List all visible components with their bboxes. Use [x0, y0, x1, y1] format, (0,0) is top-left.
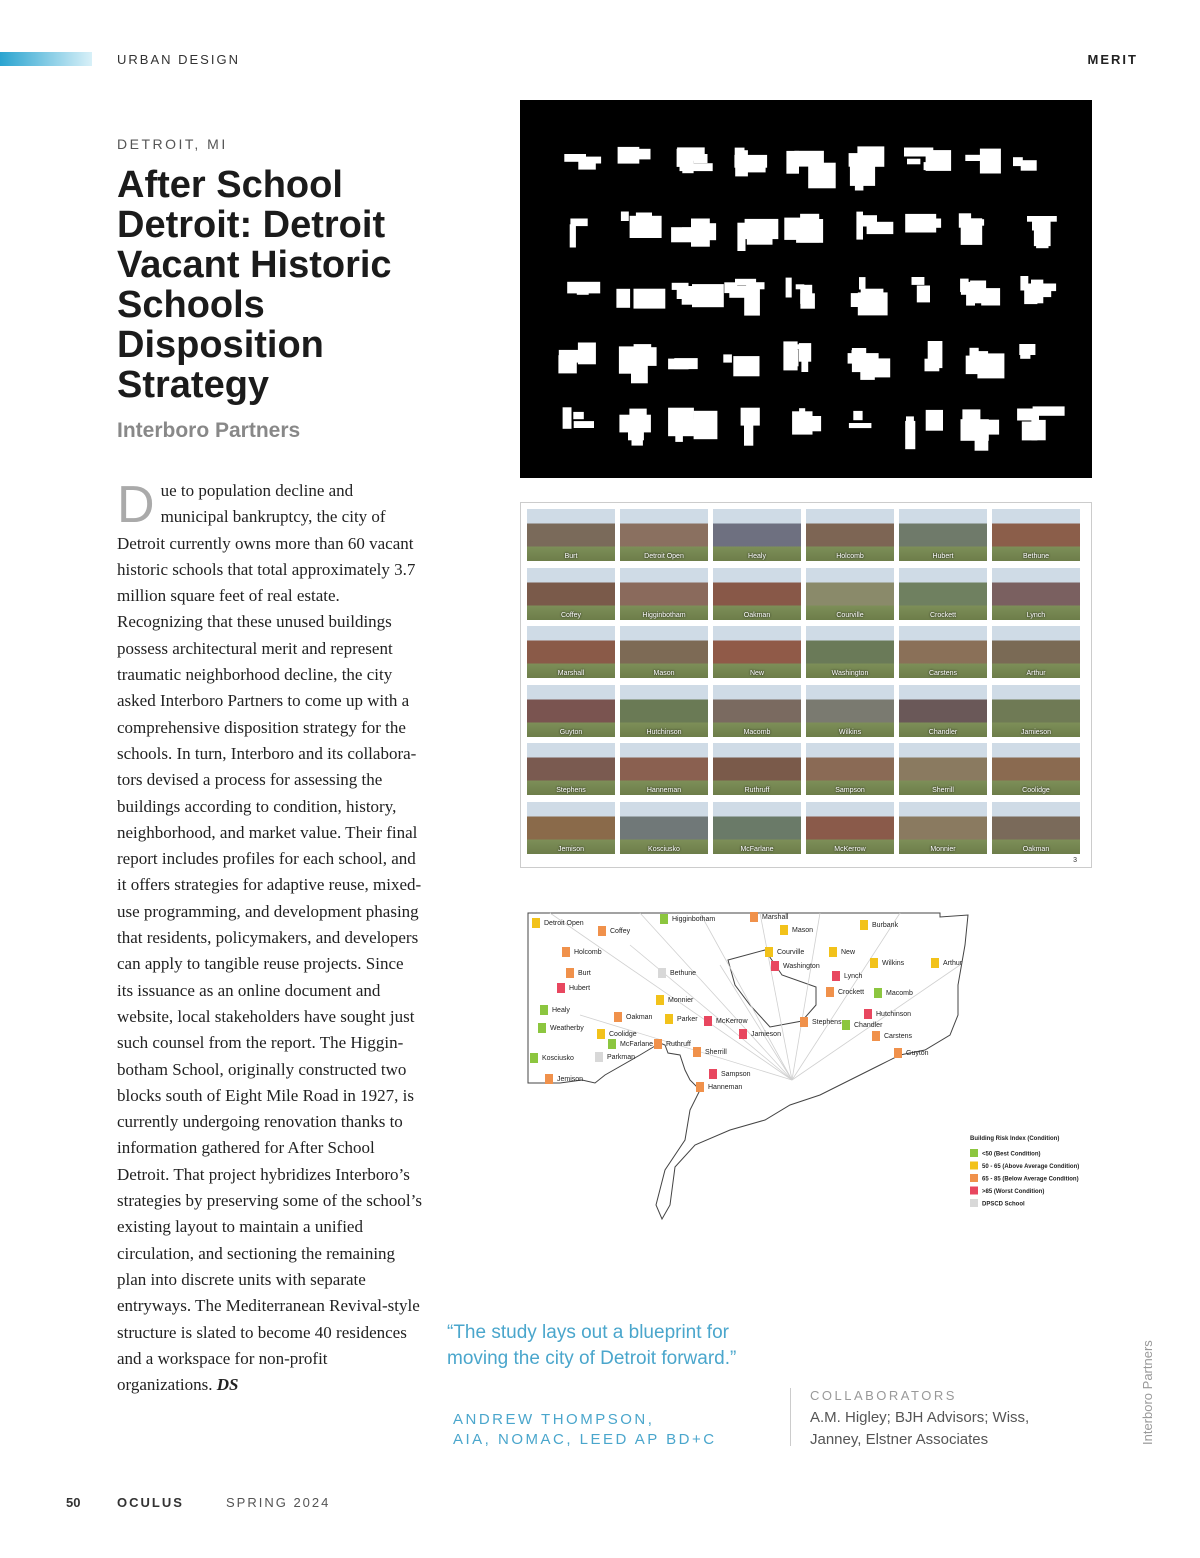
school-marker: [765, 947, 773, 957]
school-map-label: Mason: [792, 927, 814, 934]
city-boundary: [528, 913, 968, 1219]
school-map-label: Jamieson: [751, 1031, 781, 1038]
school-photo-grid: [520, 502, 1092, 868]
building-footprint-43: [905, 410, 943, 449]
school-map-label: Marshall: [762, 914, 789, 921]
building-footprints-figure: [520, 100, 1092, 478]
school-marker: [860, 920, 868, 930]
school-map-label: Lynch: [844, 973, 863, 980]
building-footprint-8: [965, 149, 1001, 174]
school-photo-label: Coolidge: [1022, 787, 1050, 794]
legend-swatch: [970, 1149, 978, 1157]
building-footprint-18: [1027, 216, 1057, 248]
school-photo-label: Jamieson: [1021, 728, 1051, 736]
school-marker: [557, 983, 565, 993]
legend-label: 65 - 85 (Below Average Condition): [982, 1176, 1079, 1183]
building-footprint-12: [671, 219, 716, 247]
school-photo: [713, 568, 801, 620]
school-photo-label: McKerrow: [834, 845, 866, 853]
school-map-label: Higginbotham: [672, 916, 716, 923]
collaborators-list: A.M. Higley; BJH Advisors; Wiss, Janney, Elstner Associates: [810, 1409, 1030, 1448]
school-map-label: Burbank: [872, 922, 899, 929]
issue-date: SPRING 2024: [226, 1495, 331, 1510]
school-map-label: Hutchinson: [876, 1011, 912, 1018]
school-marker: [595, 1052, 603, 1062]
building-footprint-27: [1020, 276, 1056, 304]
building-footprint-15: [856, 212, 893, 240]
school-marker: [608, 1039, 616, 1049]
school-marker: [562, 947, 570, 957]
school-map-label: Ruthruff: [666, 1041, 691, 1048]
building-footprint-17: [959, 213, 984, 245]
collaborators-label: COLLABORATORS: [810, 1388, 957, 1403]
school-map-label: Weatherby: [550, 1025, 584, 1032]
school-marker: [654, 1039, 662, 1049]
school-photo-label: Sampson: [835, 787, 865, 794]
legend-label: 50 - 65 (Above Average Condition): [982, 1164, 1080, 1170]
school-marker: [660, 914, 668, 924]
drop-cap: D: [117, 476, 155, 534]
school-photo: [713, 509, 801, 561]
school-marker: [894, 1048, 902, 1058]
quote-author-name: ANDREW THOMPSON,: [453, 1411, 655, 1428]
school-photo: [713, 685, 801, 737]
building-footprint-37: [563, 407, 594, 429]
school-map-label: Sherrill: [705, 1049, 727, 1056]
building-footprint-10: [570, 219, 588, 248]
school-map-label: Jemison: [557, 1076, 584, 1083]
page-number: 50: [66, 1495, 81, 1510]
school-map-label: Hubert: [569, 985, 591, 992]
school-photo: [992, 743, 1080, 795]
school-photo: [620, 802, 708, 854]
building-footprint-9: [1013, 157, 1037, 171]
school-photo: [620, 568, 708, 620]
school-photo-label: Guyton: [559, 728, 583, 736]
school-photo-label: Oakman: [743, 611, 771, 619]
school-marker: [665, 1014, 673, 1024]
school-photo-label: Mason: [653, 670, 675, 677]
school-photo: [992, 568, 1080, 620]
building-footprint-44: [961, 409, 1000, 450]
school-photo: [806, 743, 894, 795]
building-footprint-41: [792, 408, 821, 434]
school-marker: [931, 958, 939, 968]
school-marker: [696, 1082, 704, 1092]
school-photo-label: New: [749, 670, 764, 677]
school-photo: [899, 743, 987, 795]
school-photo: [806, 509, 894, 561]
school-photo-label: Hanneman: [646, 787, 682, 794]
school-photo-label: Crockett: [929, 611, 957, 619]
school-marker: [870, 958, 878, 968]
building-footprint-40: [741, 408, 760, 446]
school-map-label: Chandler: [854, 1022, 883, 1029]
building-footprint-1: [564, 154, 601, 170]
school-marker: [693, 1047, 701, 1057]
building-footprint-35: [966, 348, 1005, 379]
building-footprint-7: [904, 148, 951, 171]
school-photo: [527, 568, 615, 620]
building-footprint-5: [786, 151, 835, 189]
building-footprint-31: [723, 354, 759, 376]
article-title: After School Detroit: Detroit Vacant Historic Schools Disposition Strategy: [117, 164, 392, 406]
school-photo: [992, 802, 1080, 854]
school-location-map: [520, 905, 1090, 1225]
building-footprint-45: [1017, 406, 1065, 440]
school-marker: [829, 947, 837, 957]
building-footprint-3: [677, 147, 713, 173]
school-photo-label: Burt: [564, 553, 578, 560]
school-marker: [598, 926, 606, 936]
building-footprint-23: [786, 278, 815, 309]
school-photo: [992, 509, 1080, 561]
school-marker: [826, 987, 834, 997]
school-map-label: Arthur: [943, 960, 963, 967]
school-photo-label: Higginbotham: [642, 611, 686, 619]
school-photo-label: Stephens: [556, 787, 586, 794]
building-footprint-19: [567, 282, 600, 295]
school-photo: [713, 802, 801, 854]
school-map-label: Sampson: [721, 1071, 751, 1078]
building-footprint-39: [668, 408, 717, 442]
legend-title: Building Risk Index (Condition): [970, 1136, 1060, 1142]
building-footprint-11: [621, 212, 662, 239]
school-photo: [806, 626, 894, 678]
magazine-name: OCULUS: [117, 1495, 184, 1510]
school-marker: [540, 1005, 548, 1015]
school-photo: [620, 685, 708, 737]
school-photo-label: Healy: [748, 553, 766, 560]
building-footprint-29: [619, 344, 657, 383]
school-photo-label: Kosciusko: [648, 845, 680, 853]
legend-swatch: [970, 1199, 978, 1207]
building-footprint-26: [960, 279, 1000, 306]
school-photo-label: Bethune: [1022, 553, 1050, 560]
legend-label: <50 (Best Condition): [982, 1151, 1041, 1158]
school-map-label: New: [841, 949, 856, 956]
school-photo: [899, 568, 987, 620]
school-map-label: Parker: [677, 1016, 698, 1023]
school-marker: [709, 1069, 717, 1079]
school-marker: [780, 925, 788, 935]
map-legend: [970, 1136, 1079, 1208]
legend-swatch: [970, 1162, 978, 1170]
school-marker: [538, 1023, 546, 1033]
school-photo: [992, 685, 1080, 737]
building-footprint-32: [783, 341, 811, 372]
school-marker: [874, 988, 882, 998]
school-photo: [527, 743, 615, 795]
location-kicker: DETROIT, MI: [117, 136, 228, 152]
building-footprint-20: [616, 289, 665, 309]
school-map-label: Coolidge: [609, 1031, 637, 1038]
school-photo: [899, 685, 987, 737]
school-photo: [899, 802, 987, 854]
map-school-labels: [542, 914, 963, 1091]
school-marker: [800, 1017, 808, 1027]
school-photo-label: Oakman: [1022, 845, 1050, 853]
school-map-label: Holcomb: [574, 949, 602, 956]
building-footprint-22: [724, 279, 764, 316]
school-photo: [899, 626, 987, 678]
legend-label: >85 (Worst Condition): [982, 1189, 1045, 1195]
building-footprint-16: [905, 214, 941, 233]
school-photo-label: Sherrill: [932, 787, 954, 794]
school-photo-label: Macomb: [743, 728, 771, 736]
building-footprint-14: [784, 214, 823, 243]
school-photo-label: Lynch: [1026, 611, 1046, 619]
building-footprint-38: [619, 409, 651, 446]
pull-quote: “The study lays out a blueprint for moving the city of Detroit forward.”: [447, 1322, 737, 1369]
school-photo: [620, 509, 708, 561]
school-photo: [713, 743, 801, 795]
building-footprint-42: [849, 411, 872, 428]
school-marker: [704, 1016, 712, 1026]
school-marker: [545, 1074, 553, 1084]
school-map-label: Bethune: [670, 970, 697, 977]
building-footprint-13: [737, 219, 778, 251]
footprints-svg: [520, 100, 1092, 478]
school-map-label: Stephens: [812, 1019, 842, 1026]
map-road: [630, 945, 792, 1080]
school-photo-label: Hutchinson: [646, 728, 682, 736]
school-photo-label: McFarlane: [740, 845, 774, 853]
school-photo-label: Ruthruff: [744, 787, 770, 794]
school-photo: [899, 509, 987, 561]
school-marker: [530, 1053, 538, 1063]
school-marker: [872, 1031, 880, 1041]
school-map-label: Washington: [783, 963, 820, 970]
school-photo-label: Monnier: [930, 845, 956, 853]
school-photo: [713, 626, 801, 678]
school-map-label: Carstens: [884, 1033, 913, 1040]
school-photo-label: Washington: [831, 670, 869, 677]
school-photo-label: Coffey: [560, 611, 582, 619]
school-map-label: Coffey: [610, 928, 631, 935]
school-photo: [806, 802, 894, 854]
quote-author-credentials: AIA, NOMAC, LEED AP BD+C: [453, 1431, 717, 1448]
building-footprint-34: [925, 341, 943, 371]
school-photo: [992, 626, 1080, 678]
school-photo-label: Detroit Open: [644, 553, 684, 560]
school-photo: [806, 685, 894, 737]
school-marker: [656, 995, 664, 1005]
building-footprint-36: [1019, 344, 1035, 359]
school-map-label: Detroit Open: [544, 920, 584, 927]
school-photo-label: Jemison: [557, 845, 585, 853]
school-map-label: Kosciusko: [542, 1055, 574, 1062]
school-photo: [620, 743, 708, 795]
school-photo-label: Wilkins: [838, 728, 862, 736]
school-photo-label: Arthur: [1026, 670, 1046, 677]
building-footprint-21: [672, 283, 724, 307]
school-map-label: Healy: [552, 1007, 570, 1014]
building-footprint-28: [558, 343, 596, 374]
article-body: [117, 478, 422, 1398]
school-photo: [527, 802, 615, 854]
school-marker: [597, 1029, 605, 1039]
school-marker: [739, 1029, 747, 1039]
school-map-label: Macomb: [886, 990, 913, 997]
school-marker: [842, 1020, 850, 1030]
article-byline: Interboro Partners: [117, 419, 301, 442]
school-map-label: McKerrow: [716, 1018, 748, 1025]
school-marker: [566, 968, 574, 978]
school-marker: [832, 971, 840, 981]
school-photo: [527, 626, 615, 678]
school-map-label: Wilkins: [882, 960, 905, 967]
school-photo: [527, 509, 615, 561]
school-map-label: Burt: [578, 970, 591, 977]
category-label: MERIT: [1087, 52, 1138, 67]
school-map-label: Crockett: [838, 989, 865, 996]
school-photo-label: Holcomb: [836, 553, 864, 560]
school-photo-label: Courville: [836, 611, 864, 619]
building-footprint-2: [618, 147, 651, 164]
section-label: URBAN DESIGN: [117, 52, 240, 67]
vertical-credit: Interboro Partners: [1140, 1340, 1155, 1445]
building-footprint-30: [668, 358, 698, 369]
body-text: ue to population decline and municipal bankruptcy, the city of Detroit currently owns more than 60 vacant historic schools that total approximately 3.7 million square feet of real estate. Recognizing that these unused buildings possess architectural merit and represent traumatic neighborhood decline, the city asked Interboro Partners to come up with a comprehensive disposition strategy for the schools. In turn, Interboro and its collaborators devised a process for assessing the buildings according to condition, history, neighborhood, and market value. Their final report includes profiles for each school, and it offers strategies for adaptive reuse, mixed-use programming, and development phasing that residents, policymakers, and developers can apply to tangible reuse projects. Since its issuance as an online document and website, local stakeholders have sought just such counsel from the report. The Higginbotham School, originally constructed two blocks south of Eight Mile Road in 1927, is currently undergoing renovation thanks to information gathered for After School Detroit. That project hybridizes Interboro’s strategies by preserving some of the school’s existing layout to maintain a unified circulation, and sectioning the remaining plan into discrete units with separate entryways. The Mediterranean Revival-style structure is slated to become 40 residences and a workspace for non-profit organizations.: [117, 481, 422, 1395]
school-photo: [806, 568, 894, 620]
school-marker: [750, 912, 758, 922]
school-photo-label: Marshall: [557, 670, 585, 677]
school-photo: [527, 685, 615, 737]
map-road: [792, 913, 900, 1080]
building-footprint-33: [848, 348, 891, 380]
legend-swatch: [970, 1174, 978, 1182]
quote-author: [453, 1410, 717, 1450]
school-map-label: Oakman: [626, 1014, 653, 1021]
school-map-label: Hanneman: [708, 1084, 743, 1091]
school-marker: [864, 1009, 872, 1019]
school-photo-label: Hubert: [932, 553, 954, 560]
legend-label: DPSCD School: [982, 1201, 1025, 1208]
school-marker: [771, 961, 779, 971]
figure-page-number: 3: [1073, 857, 1077, 864]
legend-swatch: [970, 1187, 978, 1195]
building-footprint-4: [734, 148, 767, 177]
school-marker: [532, 918, 540, 928]
school-photo-label: Chandler: [928, 728, 958, 736]
school-map-label: Parkman: [607, 1054, 636, 1061]
collaborators-divider: [790, 1388, 791, 1446]
map-school-marks: [530, 912, 939, 1092]
header-accent-bar: [0, 52, 92, 66]
school-marker: [658, 968, 666, 978]
school-photo: [620, 626, 708, 678]
school-map-label: Monnier: [668, 997, 694, 1004]
school-map-label: Guyton: [906, 1050, 929, 1057]
school-photo-label: Carstens: [928, 670, 957, 677]
school-marker: [614, 1012, 622, 1022]
author-initials: DS: [216, 1375, 239, 1395]
map-svg: [520, 905, 1090, 1225]
building-footprint-25: [912, 277, 931, 302]
school-map-label: McFarlane: [620, 1041, 654, 1048]
school-map-label: Courville: [777, 949, 805, 956]
building-footprint-24: [851, 277, 888, 315]
building-footprint-6: [849, 146, 885, 190]
